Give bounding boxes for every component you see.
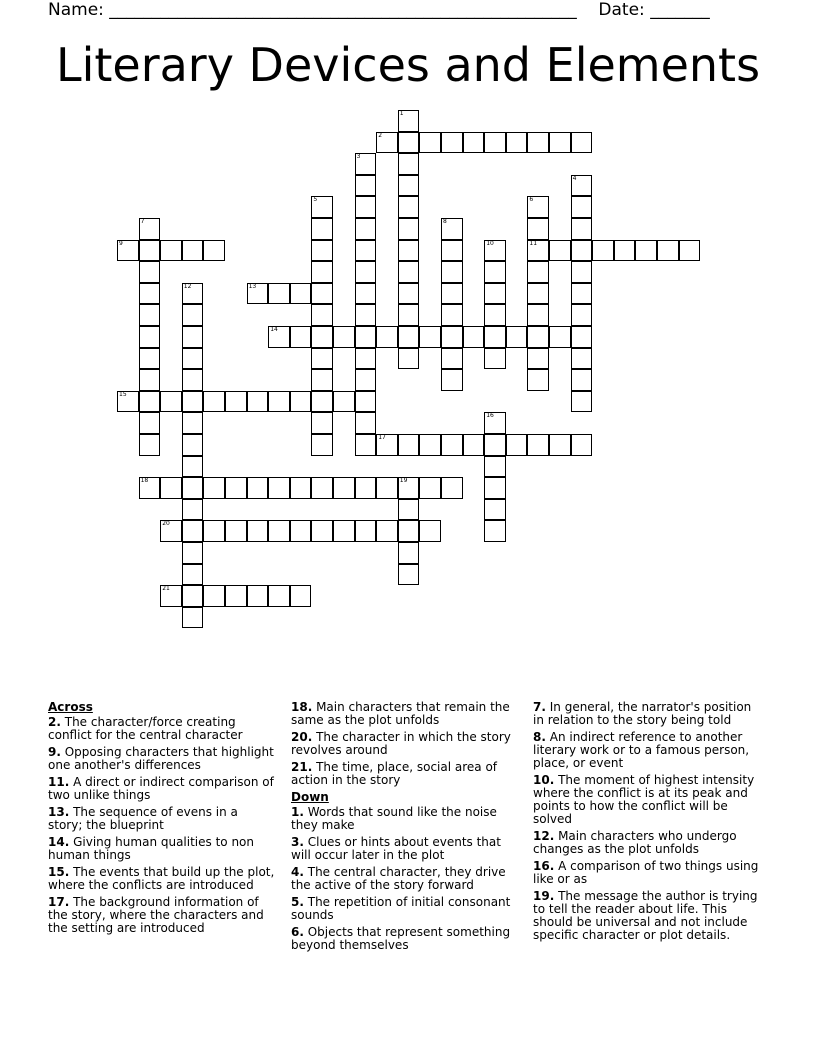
- grid-cell[interactable]: [441, 326, 463, 348]
- grid-cell[interactable]: [527, 218, 549, 240]
- grid-cell[interactable]: [311, 304, 333, 326]
- clue-column-3: [533, 701, 761, 946]
- clue-text: A direct or indirect comparison of two unlike things: [48, 775, 274, 802]
- grid-cell[interactable]: [268, 283, 290, 305]
- grid-cell[interactable]: [160, 585, 182, 607]
- grid-cell[interactable]: [139, 304, 161, 326]
- clue-number: 11: [529, 239, 538, 247]
- grid-cell[interactable]: [484, 132, 506, 154]
- clue-text: An indirect reference to another literary work or to a famous person, place, or event: [533, 730, 750, 770]
- clue-text: The message the author is trying to tell the reader about life. This should be universal and not include specific character or plot details.: [533, 889, 758, 942]
- grid-cell[interactable]: [441, 283, 463, 305]
- grid-cell[interactable]: [571, 196, 593, 218]
- grid-cell[interactable]: [484, 499, 506, 521]
- grid-cell[interactable]: [419, 477, 441, 499]
- grid-cell[interactable]: [160, 477, 182, 499]
- clue-across: [291, 701, 519, 727]
- grid-cell[interactable]: [484, 456, 506, 478]
- grid-cell[interactable]: [268, 520, 290, 542]
- grid-cell[interactable]: [355, 391, 377, 413]
- grid-cell[interactable]: [441, 240, 463, 262]
- grid-cell[interactable]: [247, 283, 269, 305]
- clue-number-label: 7.: [533, 700, 546, 714]
- grid-cell[interactable]: [398, 283, 420, 305]
- grid-cell[interactable]: [182, 607, 204, 629]
- grid-cell[interactable]: [376, 132, 398, 154]
- grid-cell[interactable]: [398, 261, 420, 283]
- grid-cell[interactable]: [657, 240, 679, 262]
- grid-cell[interactable]: [139, 261, 161, 283]
- grid-cell[interactable]: [247, 391, 269, 413]
- grid-cell[interactable]: [398, 542, 420, 564]
- clue-text: The character in which the story revolves around: [291, 730, 511, 757]
- clue-number: 15: [119, 390, 127, 398]
- clue-number-label: 16.: [533, 859, 555, 873]
- clue-text: Words that sound like the noise they make: [291, 805, 497, 832]
- grid-cell[interactable]: [679, 240, 701, 262]
- grid-cell[interactable]: [527, 132, 549, 154]
- clue-number-label: 19.: [533, 889, 555, 903]
- clue-down: [533, 701, 761, 727]
- grid-cell[interactable]: [182, 240, 204, 262]
- clue-number-label: 14.: [48, 835, 70, 849]
- grid-cell[interactable]: [376, 520, 398, 542]
- grid-cell[interactable]: [182, 434, 204, 456]
- grid-cell[interactable]: [506, 326, 528, 348]
- grid-cell[interactable]: [311, 520, 333, 542]
- grid-cell[interactable]: [203, 477, 225, 499]
- grid-cell[interactable]: [463, 132, 485, 154]
- grid-cell[interactable]: [139, 348, 161, 370]
- grid-cell[interactable]: [355, 283, 377, 305]
- grid-cell[interactable]: [571, 369, 593, 391]
- grid-cell[interactable]: [311, 391, 333, 413]
- grid-cell[interactable]: [398, 520, 420, 542]
- grid-cell[interactable]: [182, 326, 204, 348]
- grid-cell[interactable]: [484, 348, 506, 370]
- grid-cell[interactable]: [268, 391, 290, 413]
- grid-cell[interactable]: [463, 326, 485, 348]
- grid-cell[interactable]: [527, 240, 549, 262]
- clue-number-label: 5.: [291, 895, 304, 909]
- grid-cell[interactable]: [441, 348, 463, 370]
- clue-down: [533, 830, 761, 856]
- clue-number: 1: [399, 110, 404, 117]
- grid-cell[interactable]: [117, 391, 139, 413]
- clue-number-label: 18.: [291, 700, 313, 714]
- grid-cell[interactable]: [571, 348, 593, 370]
- grid-cell[interactable]: [376, 477, 398, 499]
- grid-cell[interactable]: [398, 499, 420, 521]
- clue-across: [48, 896, 276, 935]
- clue-down: [291, 926, 519, 952]
- grid-cell[interactable]: [182, 348, 204, 370]
- grid-cell[interactable]: [290, 520, 312, 542]
- grid-cell[interactable]: [290, 477, 312, 499]
- grid-cell[interactable]: [398, 348, 420, 370]
- date-label: Date:: [598, 0, 645, 20]
- grid-cell[interactable]: [355, 196, 377, 218]
- clue-number-label: 4.: [291, 865, 304, 879]
- clue-text: The sequence of evens in a story; the blueprint: [48, 805, 238, 832]
- grid-cell[interactable]: [182, 477, 204, 499]
- grid-cell[interactable]: [333, 326, 355, 348]
- grid-cell[interactable]: [117, 240, 139, 262]
- grid-cell[interactable]: [571, 283, 593, 305]
- clue-text: Clues or hints about events that will occur later in the plot: [291, 835, 501, 862]
- across-heading: Across: [48, 700, 93, 714]
- grid-cell[interactable]: [311, 348, 333, 370]
- grid-cell[interactable]: [527, 434, 549, 456]
- grid-cell[interactable]: [311, 412, 333, 434]
- clue-text: Main characters who undergo changes as the plot unfolds: [533, 829, 737, 856]
- grid-cell[interactable]: [355, 326, 377, 348]
- grid-cell[interactable]: [290, 391, 312, 413]
- grid-cell[interactable]: [139, 326, 161, 348]
- grid-cell[interactable]: [441, 132, 463, 154]
- grid-cell[interactable]: [571, 391, 593, 413]
- date-blank[interactable]: _______: [650, 0, 710, 20]
- grid-cell[interactable]: [139, 283, 161, 305]
- grid-cell[interactable]: [398, 564, 420, 586]
- page-title: Literary Devices and Elements: [55, 38, 761, 92]
- clue-number: 12: [183, 282, 192, 290]
- grid-cell[interactable]: [549, 326, 571, 348]
- clue-number: 19: [399, 477, 408, 485]
- grid-cell[interactable]: [527, 261, 549, 283]
- clue-text: The central character, they drive the active of the story forward: [291, 865, 506, 892]
- grid-cell[interactable]: [527, 326, 549, 348]
- grid-cell[interactable]: [527, 304, 549, 326]
- clue-number: 20: [162, 520, 170, 528]
- grid-cell[interactable]: [419, 434, 441, 456]
- clue-number: 8: [443, 218, 447, 225]
- grid-cell[interactable]: [441, 261, 463, 283]
- grid-cell[interactable]: [139, 369, 161, 391]
- grid-cell[interactable]: [441, 304, 463, 326]
- grid-cell[interactable]: [268, 585, 290, 607]
- grid-cell[interactable]: [182, 499, 204, 521]
- clue-number-label: 15.: [48, 865, 70, 879]
- grid-cell[interactable]: [484, 326, 506, 348]
- grid-cell[interactable]: [355, 434, 377, 456]
- grid-cell[interactable]: [311, 283, 333, 305]
- grid-cell[interactable]: [398, 240, 420, 262]
- clue-number-label: 8.: [533, 730, 546, 744]
- grid-cell[interactable]: [484, 304, 506, 326]
- grid-cell[interactable]: [139, 434, 161, 456]
- grid-cell[interactable]: [484, 412, 506, 434]
- grid-cell[interactable]: [635, 240, 657, 262]
- grid-cell[interactable]: [203, 240, 225, 262]
- grid-cell[interactable]: [484, 261, 506, 283]
- clue-number-label: 12.: [533, 829, 555, 843]
- grid-cell[interactable]: [355, 240, 377, 262]
- clue-number: 18: [140, 477, 149, 485]
- clue-text: The background information of the story, where the characters and the setting are introduced: [48, 895, 264, 935]
- clue-down: [533, 774, 761, 826]
- grid-cell[interactable]: [484, 477, 506, 499]
- grid-cell[interactable]: [311, 369, 333, 391]
- clue-text: A comparison of two things using like or as: [533, 859, 759, 886]
- grid-cell[interactable]: [419, 132, 441, 154]
- clue-text: Objects that represent something beyond themselves: [291, 925, 511, 952]
- grid-cell[interactable]: [139, 240, 161, 262]
- clue-across: [48, 716, 276, 742]
- clue-number: 10: [486, 239, 494, 247]
- grid-cell[interactable]: [355, 304, 377, 326]
- grid-cell[interactable]: [571, 218, 593, 240]
- grid-cell[interactable]: [290, 585, 312, 607]
- grid-cell[interactable]: [441, 218, 463, 240]
- grid-cell[interactable]: [549, 132, 571, 154]
- grid-cell[interactable]: [398, 326, 420, 348]
- grid-cell[interactable]: [290, 326, 312, 348]
- grid-cell[interactable]: [527, 348, 549, 370]
- grid-cell[interactable]: [398, 175, 420, 197]
- grid-cell[interactable]: [311, 218, 333, 240]
- grid-cell[interactable]: [571, 261, 593, 283]
- grid-cell[interactable]: [355, 412, 377, 434]
- clue-text: Giving human qualities to non human things: [48, 835, 255, 862]
- clue-number: 14: [270, 326, 278, 333]
- clue-number: 7: [140, 218, 145, 225]
- grid-cell[interactable]: [268, 477, 290, 499]
- clue-down: [533, 890, 761, 942]
- grid-cell[interactable]: [398, 153, 420, 175]
- grid-cell[interactable]: [333, 477, 355, 499]
- grid-cell[interactable]: [355, 153, 377, 175]
- grid-cell[interactable]: [484, 240, 506, 262]
- grid-cell[interactable]: [571, 434, 593, 456]
- grid-cell[interactable]: [484, 434, 506, 456]
- grid-cell[interactable]: [398, 218, 420, 240]
- grid-cell[interactable]: [463, 434, 485, 456]
- grid-cell[interactable]: [182, 412, 204, 434]
- grid-cell[interactable]: [355, 218, 377, 240]
- grid-cell[interactable]: [247, 520, 269, 542]
- clue-text: The repetition of initial consonant sounds: [291, 895, 511, 922]
- grid-cell[interactable]: [355, 369, 377, 391]
- clue-across: [291, 731, 519, 757]
- grid-cell[interactable]: [398, 477, 420, 499]
- grid-cell[interactable]: [549, 240, 571, 262]
- grid-cell[interactable]: [571, 304, 593, 326]
- grid-cell[interactable]: [247, 585, 269, 607]
- clue-number: 9: [119, 239, 123, 247]
- grid-cell[interactable]: [398, 110, 420, 132]
- grid-cell[interactable]: [398, 132, 420, 154]
- grid-cell[interactable]: [311, 434, 333, 456]
- grid-cell[interactable]: [160, 391, 182, 413]
- clue-number: 5: [313, 196, 318, 204]
- clue-number: 3: [356, 153, 361, 161]
- grid-cell[interactable]: [160, 520, 182, 542]
- grid-cell[interactable]: [203, 520, 225, 542]
- clue-text: Opposing characters that highlight one another's differences: [48, 745, 274, 772]
- grid-cell[interactable]: [311, 477, 333, 499]
- clue-number-label: 20.: [291, 730, 313, 744]
- grid-cell[interactable]: [182, 304, 204, 326]
- clue-across: [48, 866, 276, 892]
- clue-across: [48, 806, 276, 832]
- grid-cell[interactable]: [527, 283, 549, 305]
- grid-cell[interactable]: [139, 391, 161, 413]
- grid-cell[interactable]: [225, 477, 247, 499]
- clue-down: [291, 836, 519, 862]
- grid-cell[interactable]: [571, 132, 593, 154]
- clue-text: The character/force creating conflict for the central character: [48, 715, 243, 742]
- clue-number: 17: [378, 434, 386, 441]
- grid-cell[interactable]: [398, 196, 420, 218]
- grid-cell[interactable]: [182, 369, 204, 391]
- grid-cell[interactable]: [571, 240, 593, 262]
- grid-cell[interactable]: [441, 477, 463, 499]
- clue-across: [48, 746, 276, 772]
- clue-number: 2: [378, 131, 383, 139]
- clue-number-label: 13.: [48, 805, 70, 819]
- grid-cell[interactable]: [571, 326, 593, 348]
- grid-cell[interactable]: [592, 240, 614, 262]
- grid-cell[interactable]: [333, 391, 355, 413]
- grid-cell[interactable]: [398, 304, 420, 326]
- grid-cell[interactable]: [182, 564, 204, 586]
- grid-cell[interactable]: [225, 391, 247, 413]
- grid-cell[interactable]: [311, 196, 333, 218]
- clue-down: [291, 806, 519, 832]
- clue-column-1: [48, 701, 276, 939]
- grid-cell[interactable]: [506, 132, 528, 154]
- grid-cell[interactable]: [225, 520, 247, 542]
- grid-cell[interactable]: [484, 520, 506, 542]
- grid-cell[interactable]: [527, 369, 549, 391]
- clue-number-label: 6.: [291, 925, 304, 939]
- clue-number: 21: [162, 585, 170, 593]
- clue-down: [533, 731, 761, 770]
- grid-cell[interactable]: [355, 175, 377, 197]
- down-heading: Down: [291, 790, 329, 804]
- clue-number-label: 9.: [48, 745, 61, 759]
- grid-cell[interactable]: [311, 261, 333, 283]
- grid-cell[interactable]: [484, 283, 506, 305]
- clue-number-label: 3.: [291, 835, 304, 849]
- grid-cell[interactable]: [247, 477, 269, 499]
- grid-cell[interactable]: [376, 326, 398, 348]
- clue-number: 6: [529, 196, 534, 204]
- grid-cell[interactable]: [203, 391, 225, 413]
- grid-cell[interactable]: [139, 477, 161, 499]
- clue-across: [291, 761, 519, 787]
- grid-cell[interactable]: [527, 196, 549, 218]
- grid-cell[interactable]: [506, 434, 528, 456]
- grid-cell[interactable]: [160, 240, 182, 262]
- clue-text: The moment of highest intensity where the conflict is at its peak and points to how the conflict will be solved: [533, 773, 755, 826]
- grid-cell[interactable]: [355, 261, 377, 283]
- grid-cell[interactable]: [225, 585, 247, 607]
- grid-cell[interactable]: [419, 520, 441, 542]
- clue-down: [291, 896, 519, 922]
- clue-text: Main characters that remain the same as the plot unfolds: [291, 700, 510, 727]
- grid-cell[interactable]: [355, 477, 377, 499]
- grid-cell[interactable]: [182, 456, 204, 478]
- grid-cell[interactable]: [268, 326, 290, 348]
- grid-cell[interactable]: [571, 175, 593, 197]
- clue-across: [48, 776, 276, 802]
- grid-cell[interactable]: [182, 542, 204, 564]
- grid-cell[interactable]: [182, 283, 204, 305]
- clue-number-label: 21.: [291, 760, 313, 774]
- clue-down: [291, 866, 519, 892]
- name-blank[interactable]: _______________________________________________________: [109, 0, 577, 20]
- clue-down: [533, 860, 761, 886]
- grid-cell[interactable]: [203, 585, 225, 607]
- grid-cell[interactable]: [441, 369, 463, 391]
- grid-cell[interactable]: [182, 391, 204, 413]
- clue-number: 16: [486, 412, 494, 420]
- grid-cell[interactable]: [376, 434, 398, 456]
- grid-cell[interactable]: [419, 326, 441, 348]
- clue-number-label: 10.: [533, 773, 555, 787]
- clue-number: 13: [248, 282, 257, 290]
- clue-text: The time, place, social area of action in the story: [291, 760, 498, 787]
- clue-number: 4: [572, 174, 577, 182]
- clue-number-label: 17.: [48, 895, 70, 909]
- clue-text: In general, the narrator's position in relation to the story being told: [533, 700, 752, 727]
- clue-number-label: 11.: [48, 775, 70, 789]
- grid-cell[interactable]: [333, 520, 355, 542]
- clue-number-label: 1.: [291, 805, 304, 819]
- grid-cell[interactable]: [290, 283, 312, 305]
- grid-cell[interactable]: [139, 218, 161, 240]
- clue-column-2: [291, 701, 519, 956]
- grid-cell[interactable]: [182, 585, 204, 607]
- grid-cell[interactable]: [311, 240, 333, 262]
- grid-cell[interactable]: [398, 434, 420, 456]
- grid-cell[interactable]: [549, 434, 571, 456]
- clue-across: [48, 836, 276, 862]
- grid-cell[interactable]: [614, 240, 636, 262]
- grid-cell[interactable]: [311, 326, 333, 348]
- name-label: Name:: [48, 0, 104, 20]
- clue-text: The events that build up the plot, where the conflicts are introduced: [48, 865, 275, 892]
- grid-cell[interactable]: [139, 412, 161, 434]
- grid-cell[interactable]: [182, 520, 204, 542]
- grid-cell[interactable]: [441, 434, 463, 456]
- grid-cell[interactable]: [355, 348, 377, 370]
- grid-cell[interactable]: [355, 520, 377, 542]
- clue-number-label: 2.: [48, 715, 61, 729]
